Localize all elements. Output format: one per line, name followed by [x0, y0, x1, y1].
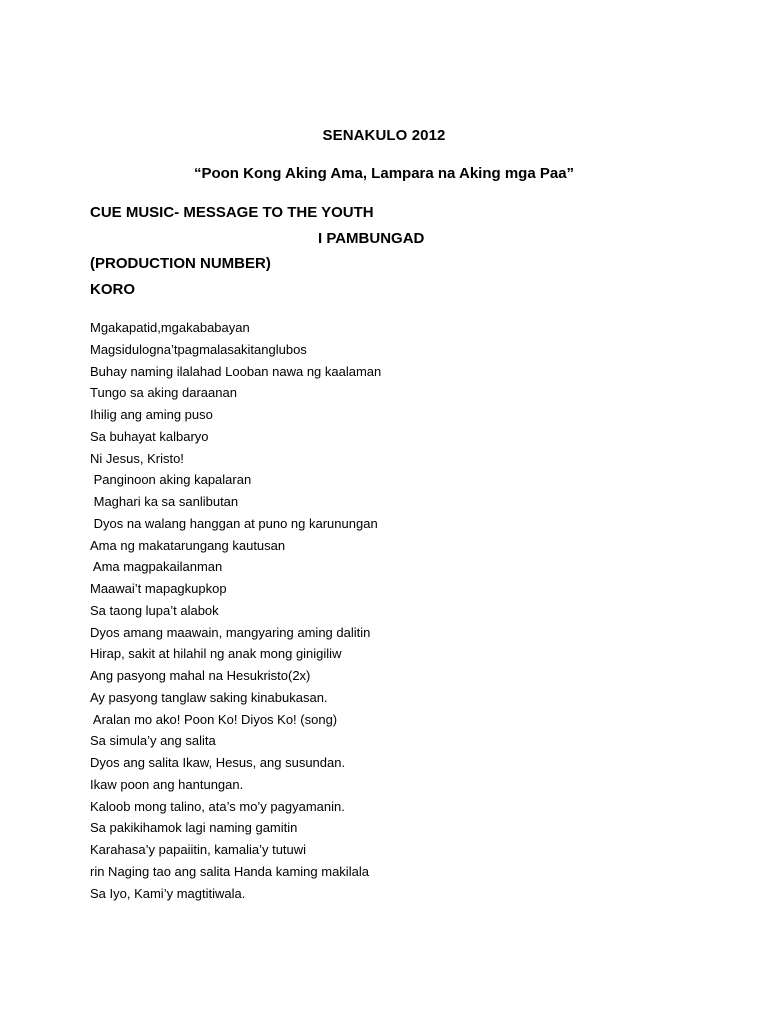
- lyric-line: Dyos na walang hanggan at puno ng karunungan: [90, 515, 378, 531]
- lyric-line: Maghari ka sa sanlibutan: [90, 494, 239, 509]
- lyrics-list: [90, 317, 381, 904]
- lyric-line: Ang pasyong mahal na Hesukristo(2x): [90, 668, 311, 683]
- lyric-line: Maawai’t mapagkupkop: [90, 581, 227, 596]
- lyric-line: Tungo sa aking daraanan: [90, 385, 237, 401]
- cue-heading: CUE MUSIC- MESSAGE TO THE YOUTH: [90, 204, 374, 221]
- lyric-line: rin Naging tao ang salita Handa kaming makilala: [90, 863, 369, 879]
- lyric-line: Ama magpakailanman: [90, 559, 223, 575]
- lyric-line: Dyos amang maawain, mangyaring aming dalitin: [90, 624, 371, 640]
- section-heading: I PAMBUNGAD: [318, 230, 425, 247]
- document-title: SENAKULO 2012: [322, 127, 446, 144]
- koro-heading: KORO: [90, 281, 135, 298]
- production-heading: (PRODUCTION NUMBER): [90, 255, 271, 272]
- lyric-line: Magsidulogna’tpagmalasakitanglubos: [90, 341, 307, 357]
- lyric-line: Ama ng makatarungang kautusan: [90, 537, 286, 553]
- lyric-line: Dyos ang salita Ikaw, Hesus, ang susundan.: [90, 755, 346, 770]
- lyric-line: Sa pakikihamok lagi naming gamitin: [90, 820, 298, 836]
- lyric-line: Sa taong lupa’t alabok: [90, 602, 219, 618]
- lyric-line: Ihilig ang aming puso: [90, 407, 213, 422]
- lyric-line: Sa simula’y ang salita: [90, 733, 216, 749]
- lyric-line: Ay pasyong tanglaw saking kinabukasan.: [90, 689, 328, 705]
- lyric-line: Buhay naming ilalahad Looban nawa ng kaalaman: [90, 363, 382, 379]
- lyric-line: Panginoon aking kapalaran: [90, 472, 252, 488]
- lyric-line: Hirap, sakit at hilahil ng anak mong ginigiliw: [90, 646, 342, 662]
- lyric-line: Ni Jesus, Kristo!: [90, 450, 184, 466]
- lyric-line: Sa Iyo, Kami’y magtitiwala.: [90, 885, 246, 901]
- document-subtitle: “Poon Kong Aking Ama, Lampara na Aking mga Paa”: [193, 165, 575, 182]
- lyric-line: Ikaw poon ang hantungan.: [90, 776, 244, 792]
- lyric-line: Kaloob mong talino, ata’s mo’y pagyamanin.: [90, 798, 345, 814]
- lyric-line: Sa buhayat kalbaryo: [90, 428, 209, 444]
- lyric-line: Aralan mo ako! Poon Ko! Diyos Ko! (song): [90, 711, 338, 727]
- lyric-line: Mgakapatid,mgakababayan: [90, 320, 250, 335]
- lyric-line: Karahasa’y papaiitin, kamalia’y tutuwi: [90, 842, 307, 857]
